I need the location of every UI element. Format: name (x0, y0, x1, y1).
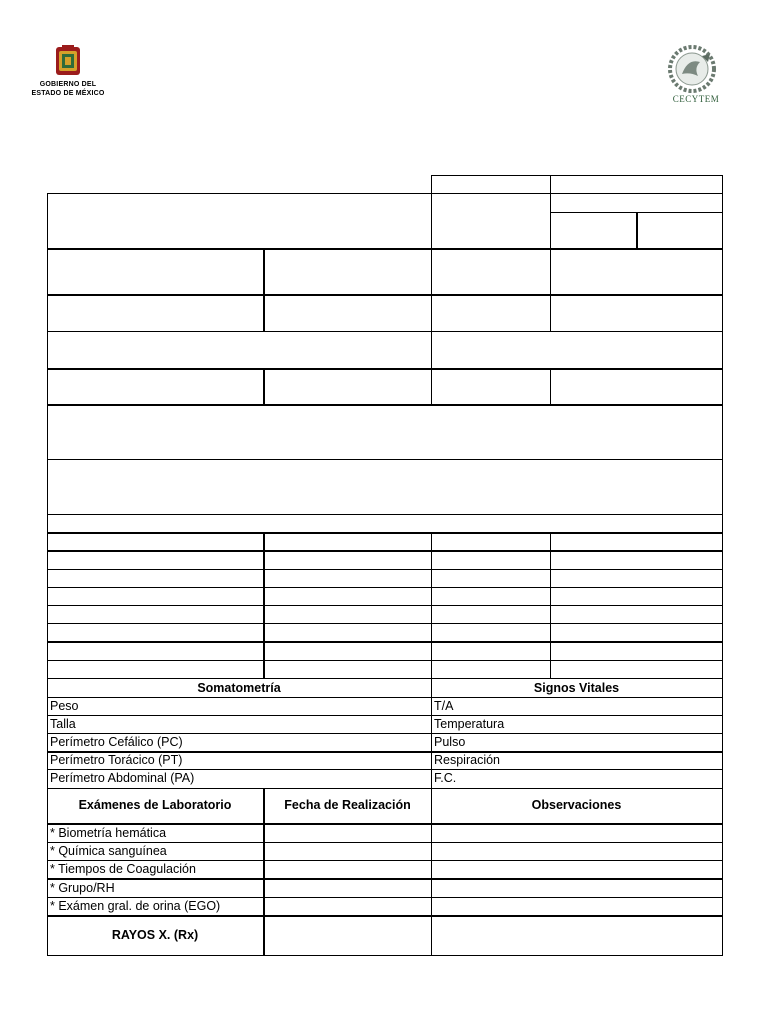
signos-respiracion: Respiración (434, 753, 501, 767)
lab-col-examenes: Exámenes de Laboratorio (78, 798, 232, 812)
logo-text-line1: GOBIERNO DEL (39, 81, 97, 88)
lab-col-observaciones: Observaciones (531, 798, 622, 812)
lab-ego: * Exámen gral. de orina (EGO) (50, 899, 221, 913)
somatometria-talla: Talla (50, 717, 76, 731)
somatometria-header: Somatometría (197, 681, 281, 695)
lab-coagulacion: * Tiempos de Coagulación (50, 862, 196, 876)
signos-temperatura: Temperatura (434, 717, 505, 731)
signos-fc: F.C. (434, 771, 457, 785)
somatometria-pt: Perímetro Torácico (PT) (50, 753, 183, 767)
logo-text-line2: ESTADO DE MÉXICO (31, 90, 105, 97)
cecytem-text: CECYTEM (672, 94, 720, 104)
coat-of-arms-icon (28, 45, 108, 79)
signos-vitales-header: Signos Vitales (533, 681, 620, 695)
somatometria-pc: Perímetro Cefálico (PC) (50, 735, 183, 749)
gobierno-estado-mexico-logo (28, 45, 108, 101)
lab-quimica: * Química sanguínea (50, 844, 167, 858)
signos-pulso: Pulso (434, 735, 466, 749)
lab-biometria: * Biometría hemática (50, 826, 167, 840)
lab-col-fecha: Fecha de Realización (284, 798, 411, 812)
lab-rayos-x: RAYOS X. (Rx) (111, 928, 199, 942)
somatometria-pa: Perímetro Abdominal (PA) (50, 771, 195, 785)
signos-ta: T/A (434, 699, 454, 713)
cecytem-emblem-icon (664, 44, 728, 94)
somatometria-peso: Peso (50, 699, 79, 713)
lab-grupo-rh: * Grupo/RH (50, 881, 115, 895)
cecytem-logo (664, 44, 728, 108)
